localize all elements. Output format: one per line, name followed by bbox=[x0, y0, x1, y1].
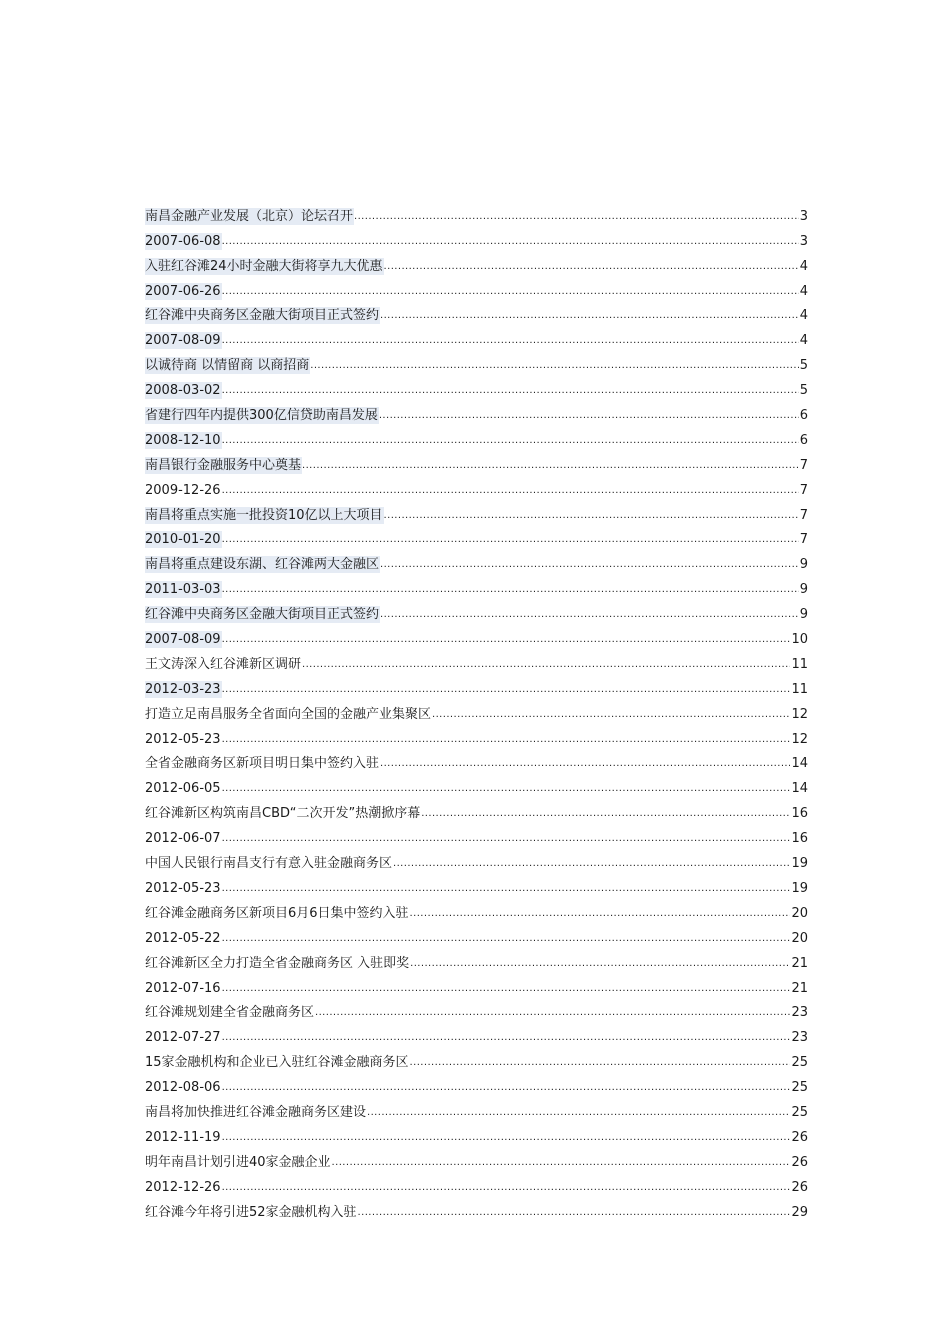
toc-page-number: 25 bbox=[791, 1055, 808, 1071]
toc-entry[interactable] bbox=[145, 872, 808, 897]
toc-entry[interactable] bbox=[145, 424, 808, 449]
toc-dot-leader bbox=[222, 482, 799, 499]
toc-page-number: 19 bbox=[791, 880, 808, 896]
toc-entry-title[interactable]: 2012-05-23 bbox=[145, 880, 221, 896]
toc-entry[interactable] bbox=[145, 349, 808, 374]
toc-entry[interactable] bbox=[145, 300, 808, 325]
toc-entry-title[interactable]: 2008-03-02 bbox=[145, 383, 221, 399]
toc-page-number: 4 bbox=[799, 258, 808, 274]
toc-page-number: 19 bbox=[791, 856, 808, 872]
toc-page-number: 9 bbox=[799, 557, 808, 573]
toc-page-number: 26 bbox=[791, 1179, 808, 1195]
toc-entry[interactable] bbox=[145, 897, 808, 922]
toc-page-number: 25 bbox=[791, 1080, 808, 1096]
toc-dot-leader bbox=[315, 1004, 790, 1021]
toc-page-number: 26 bbox=[791, 1154, 808, 1170]
toc-entry[interactable] bbox=[145, 250, 808, 275]
toc-entry-title[interactable]: 南昌将重点实施一批投资10亿以上大项目 bbox=[145, 507, 383, 523]
toc-dot-leader bbox=[222, 780, 791, 797]
toc-entry-title[interactable]: 2012-05-23 bbox=[145, 731, 221, 747]
toc-entry[interactable] bbox=[145, 474, 808, 499]
toc-entry-title[interactable]: 红谷滩金融商务区新项目6月6日集中签约入驻 bbox=[145, 905, 409, 921]
toc-entry-title[interactable]: 入驻红谷滩24小时金融大街将享九大优惠 bbox=[145, 258, 383, 274]
toc-dot-leader bbox=[384, 258, 799, 275]
toc-page-number: 11 bbox=[791, 681, 808, 697]
toc-dot-leader bbox=[410, 1054, 791, 1071]
toc-entry[interactable] bbox=[145, 847, 808, 872]
toc-page-number: 6 bbox=[799, 432, 808, 448]
toc-entry[interactable] bbox=[145, 275, 808, 300]
toc-page-number: 11 bbox=[791, 656, 808, 672]
toc-entry[interactable] bbox=[145, 673, 808, 698]
toc-dot-leader bbox=[222, 233, 799, 250]
toc-entry-title[interactable]: 红谷滩新区构筑南昌CBD“二次开发”热潮掀序幕 bbox=[145, 806, 421, 822]
toc-entry-title[interactable]: 省建行四年内提供300亿信贷助南昌发展 bbox=[145, 408, 378, 424]
toc-entry[interactable] bbox=[145, 1196, 808, 1221]
toc-dot-leader bbox=[302, 656, 790, 673]
toc-entry-title[interactable]: 2010-01-20 bbox=[145, 532, 221, 548]
toc-dot-leader bbox=[302, 457, 799, 474]
toc-entry[interactable] bbox=[145, 947, 808, 972]
toc-dot-leader bbox=[358, 1204, 791, 1221]
toc-page-number: 4 bbox=[799, 283, 808, 299]
toc-entry[interactable] bbox=[145, 723, 808, 748]
toc-dot-leader bbox=[222, 681, 791, 698]
toc-dot-leader bbox=[354, 208, 799, 225]
toc-dot-leader bbox=[222, 731, 791, 748]
toc-dot-leader bbox=[410, 905, 791, 922]
toc-entry-title[interactable]: 2009-12-26 bbox=[145, 482, 221, 498]
toc-entry[interactable] bbox=[145, 548, 808, 573]
toc-page-number: 12 bbox=[791, 706, 808, 722]
toc-page-number: 10 bbox=[791, 632, 808, 648]
toc-entry-title[interactable]: 红谷滩新区全力打造全省金融商务区 入驻即奖 bbox=[145, 955, 410, 971]
toc-dot-leader bbox=[222, 432, 799, 449]
toc-entry-title[interactable]: 南昌将加快推进红谷滩金融商务区建设 bbox=[145, 1104, 367, 1120]
toc-dot-leader bbox=[222, 1079, 791, 1096]
toc-entry[interactable] bbox=[145, 698, 808, 723]
toc-entry[interactable] bbox=[145, 997, 808, 1022]
toc-page-number: 9 bbox=[799, 607, 808, 623]
toc-dot-leader bbox=[379, 407, 799, 424]
toc-page-number: 3 bbox=[799, 208, 808, 224]
toc-dot-leader bbox=[222, 531, 799, 548]
toc-entry[interactable] bbox=[145, 1146, 808, 1171]
toc-page-number: 14 bbox=[791, 756, 808, 772]
toc-entry[interactable] bbox=[145, 324, 808, 349]
toc-entry[interactable] bbox=[145, 922, 808, 947]
toc-entry-title[interactable]: 红谷滩规划建全省金融商务区 bbox=[145, 1005, 315, 1021]
toc-dot-leader bbox=[384, 507, 799, 524]
toc-entry-title[interactable]: 2012-06-07 bbox=[145, 831, 221, 847]
toc-dot-leader bbox=[380, 755, 790, 772]
toc-page-number: 5 bbox=[799, 383, 808, 399]
toc-entry[interactable] bbox=[145, 1071, 808, 1096]
toc-entry[interactable] bbox=[145, 1046, 808, 1071]
toc-entry[interactable] bbox=[145, 1021, 808, 1046]
toc-dot-leader bbox=[310, 357, 798, 374]
toc-entry-title[interactable]: 王文涛深入红谷滩新区调研 bbox=[145, 656, 302, 672]
toc-page-number: 20 bbox=[791, 930, 808, 946]
toc-entry[interactable] bbox=[145, 225, 808, 250]
toc-entry[interactable] bbox=[145, 972, 808, 997]
toc-entry-title[interactable]: 南昌金融产业发展（北京）论坛召开 bbox=[145, 208, 354, 224]
toc-entry-title[interactable]: 2012-08-06 bbox=[145, 1080, 221, 1096]
toc-entry-title[interactable]: 全省金融商务区新项目明日集中签约入驻 bbox=[145, 756, 380, 772]
toc-page-number: 5 bbox=[799, 358, 808, 374]
toc-entry-title[interactable]: 2007-08-09 bbox=[145, 632, 221, 648]
toc-entry[interactable] bbox=[145, 573, 808, 598]
toc-page-number: 7 bbox=[799, 532, 808, 548]
toc-page-number: 16 bbox=[791, 806, 808, 822]
toc-page-number: 7 bbox=[799, 507, 808, 523]
toc-entry-title[interactable]: 红谷滩中央商务区金融大街项目正式签约 bbox=[145, 308, 380, 324]
toc-dot-leader bbox=[421, 805, 790, 822]
toc-entry[interactable] bbox=[145, 648, 808, 673]
toc-dot-leader bbox=[332, 1154, 791, 1171]
toc-page-number: 21 bbox=[791, 955, 808, 971]
toc-entry[interactable] bbox=[145, 1096, 808, 1121]
toc-entry-title[interactable]: 2012-06-05 bbox=[145, 781, 221, 797]
toc-entry[interactable] bbox=[145, 1171, 808, 1196]
toc-entry-title[interactable]: 2008-12-10 bbox=[145, 432, 221, 448]
toc-entry-title[interactable]: 2012-07-27 bbox=[145, 1030, 221, 1046]
toc-entry-title[interactable]: 2012-07-16 bbox=[145, 980, 221, 996]
toc-entry-title[interactable]: 2012-12-26 bbox=[145, 1179, 221, 1195]
toc-entry-title[interactable]: 打造立足南昌服务全省面向全国的金融产业集聚区 bbox=[145, 706, 432, 722]
toc-dot-leader bbox=[222, 382, 799, 399]
toc-entry[interactable] bbox=[145, 748, 808, 773]
toc-dot-leader bbox=[222, 1179, 791, 1196]
toc-entry-title[interactable]: 15家金融机构和企业已入驻红谷滩金融商务区 bbox=[145, 1055, 409, 1071]
toc-page-number: 16 bbox=[791, 831, 808, 847]
toc-entry-title[interactable]: 中国人民银行南昌支行有意入驻金融商务区 bbox=[145, 856, 393, 872]
toc-dot-leader bbox=[222, 830, 791, 847]
toc-entry-title[interactable]: 2007-06-08 bbox=[145, 233, 221, 249]
toc-page-number: 9 bbox=[799, 582, 808, 598]
toc-dot-leader bbox=[380, 556, 799, 573]
toc-entry-title[interactable]: 2012-11-19 bbox=[145, 1129, 221, 1145]
toc-page-number: 7 bbox=[799, 457, 808, 473]
toc-page-number: 23 bbox=[791, 1030, 808, 1046]
toc-dot-leader bbox=[432, 706, 790, 723]
toc-page-number: 29 bbox=[791, 1204, 808, 1220]
toc-entry-title[interactable]: 南昌银行金融服务中心奠基 bbox=[145, 457, 302, 473]
toc-dot-leader bbox=[410, 955, 790, 972]
toc-dot-leader bbox=[222, 880, 791, 897]
toc-entry[interactable] bbox=[145, 200, 808, 225]
toc-entry[interactable] bbox=[145, 524, 808, 549]
toc-dot-leader bbox=[380, 606, 799, 623]
toc-entry-title[interactable]: 2012-05-22 bbox=[145, 930, 221, 946]
toc-page-number: 6 bbox=[799, 408, 808, 424]
toc-page-number: 4 bbox=[799, 333, 808, 349]
toc-entry-title[interactable]: 南昌将重点建设东湖、红谷滩两大金融区 bbox=[145, 557, 380, 573]
toc-entry[interactable] bbox=[145, 772, 808, 797]
toc-entry[interactable] bbox=[145, 449, 808, 474]
toc-entry[interactable] bbox=[145, 598, 808, 623]
toc-dot-leader bbox=[222, 980, 791, 997]
toc-entry-title[interactable]: 红谷滩中央商务区金融大街项目正式签约 bbox=[145, 607, 380, 623]
toc-dot-leader bbox=[222, 631, 791, 648]
toc-dot-leader bbox=[222, 1029, 791, 1046]
toc-page-number: 7 bbox=[799, 482, 808, 498]
toc-dot-leader bbox=[222, 1129, 791, 1146]
toc-page-number: 25 bbox=[791, 1104, 808, 1120]
toc-entry[interactable] bbox=[145, 797, 808, 822]
toc-entry[interactable] bbox=[145, 499, 808, 524]
toc-page-number: 12 bbox=[791, 731, 808, 747]
toc-page-number: 23 bbox=[791, 1005, 808, 1021]
toc-entry-title[interactable]: 明年南昌计划引进40家金融企业 bbox=[145, 1154, 331, 1170]
toc-page-number: 20 bbox=[791, 905, 808, 921]
toc-entry-title[interactable]: 2007-08-09 bbox=[145, 333, 221, 349]
toc-entry[interactable] bbox=[145, 822, 808, 847]
toc-dot-leader bbox=[222, 332, 799, 349]
toc-page-number: 26 bbox=[791, 1129, 808, 1145]
toc-dot-leader bbox=[380, 307, 799, 324]
toc-entry-title[interactable]: 2012-03-23 bbox=[145, 681, 221, 697]
toc-page-number: 3 bbox=[799, 233, 808, 249]
toc-dot-leader bbox=[222, 581, 799, 598]
toc-entry[interactable] bbox=[145, 374, 808, 399]
toc-page-number: 4 bbox=[799, 308, 808, 324]
toc-dot-leader bbox=[367, 1104, 790, 1121]
toc-entry-title[interactable]: 以诚待商 以情留商 以商招商 bbox=[145, 358, 310, 374]
toc-entry[interactable] bbox=[145, 399, 808, 424]
toc-dot-leader bbox=[393, 855, 790, 872]
toc-dot-leader bbox=[222, 283, 799, 300]
toc-entry-title[interactable]: 2007-06-26 bbox=[145, 283, 221, 299]
toc-page-number: 14 bbox=[791, 781, 808, 797]
table-of-contents bbox=[145, 200, 808, 1221]
toc-dot-leader bbox=[222, 930, 791, 947]
toc-entry-title[interactable]: 红谷滩今年将引进52家金融机构入驻 bbox=[145, 1204, 357, 1220]
toc-entry-title[interactable]: 2011-03-03 bbox=[145, 582, 221, 598]
toc-entry[interactable] bbox=[145, 623, 808, 648]
toc-page-number: 21 bbox=[791, 980, 808, 996]
toc-entry[interactable] bbox=[145, 1121, 808, 1146]
